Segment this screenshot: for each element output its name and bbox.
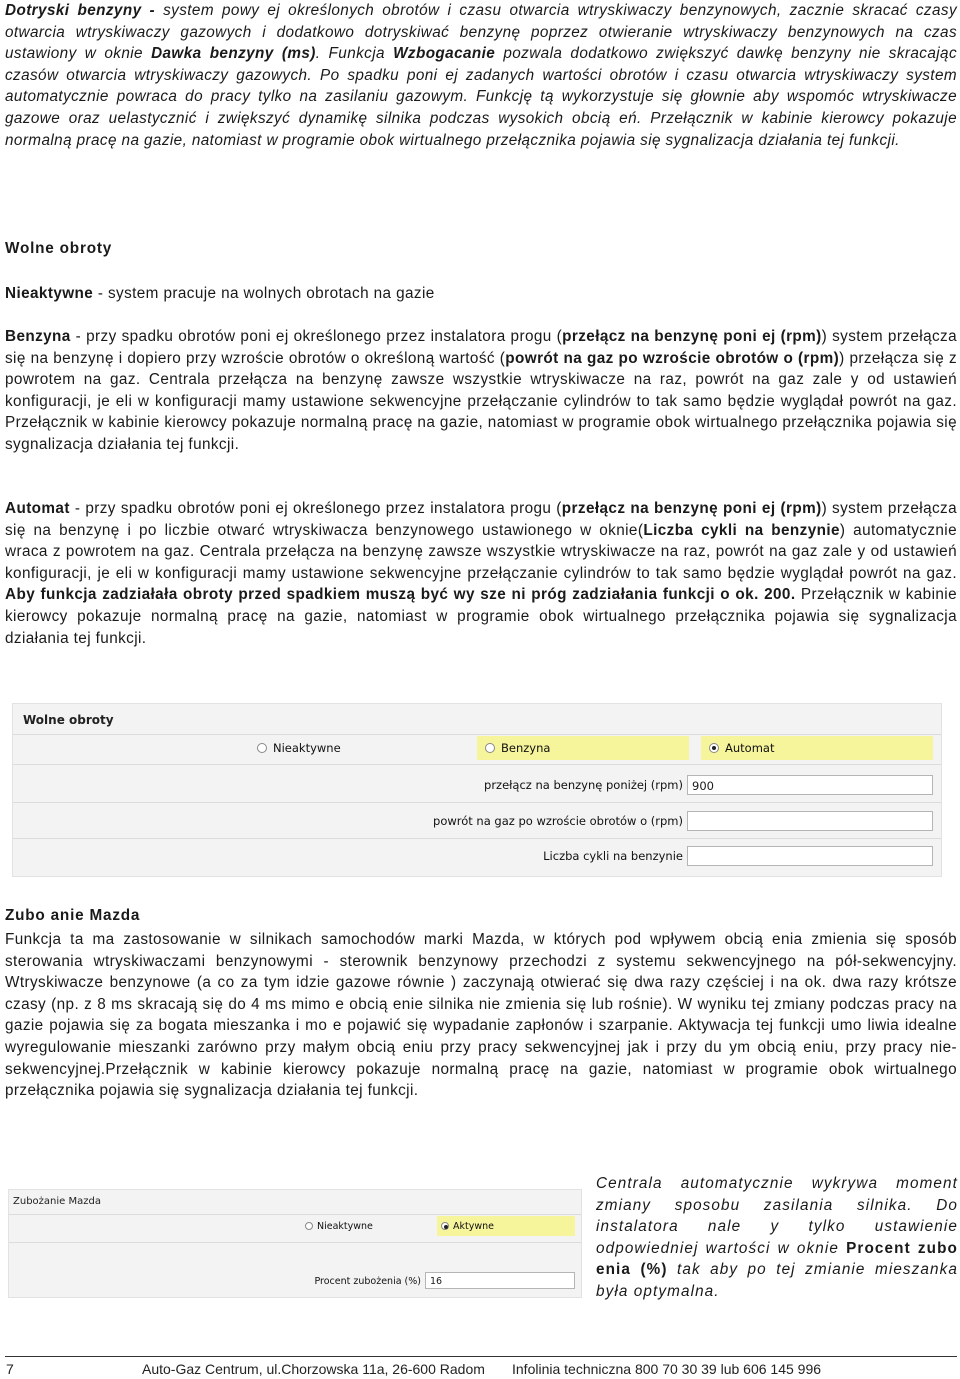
option-automat[interactable] [701,736,933,760]
radio-icon [305,1222,313,1230]
radio-icon [485,743,495,753]
panel-title: Zubożanie Mazda [13,1196,101,1207]
benzyna-text-3: ) przełącza się z powrotem na gaz. Centrala przełącza na benzynę zawsze wszystkie wtryskiwacze na raz, powrót na gaz zale y od ustawień konfiguracji, je eli w konfiguracji mamy ustawione sekwencyjne przełączanie cylindrów to tak samo będzie wyglądał powrót na gaz. Przełącznik w kabinie kierowcy pokazuje normalną pracę na gazie, natomiast w programie obok wirtualnego przełącznika pojawia się sygnalizacja działania tej funkcji. [5,349,957,453]
lean-percent-input[interactable]: 16 [425,1272,575,1289]
automat-label: Automat [5,500,70,517]
benzyna-text-1: - przy spadku obrotów poni ej określonego przez instalatora progu ( [70,328,563,345]
mazda-paragraph: Funkcja ta ma zastosowanie w silnikach samochodów marki Mazda, w których pod wpływem obcią enia zmienia się sposób sterowania wtryskiwaczami benzynowymi - sterownik benzynowy przechodzi z systemu sekwencyjnego na pół-sekwencyjny. Wtryskiwacze benzynowe (a co za tym idzie gazowe równie ) zaczynają otwierać się dwa razy częściej i na ok. dwa razy krótsze czasy (np. z 8 ms skracają się do 4 ms mimo e obcią enie silnika nie zmienia się lub rośnie). W wyniku tej zmiany podczas pracy na gazie pojawia się za bogata mieszanka i mo e pojawić się wypadanie zapłonów i szarpanie. Aktywacja tej funkcji umo liwia idealne wyregulowanie mieszanki zarówno przy małym obcią eniu przy pracy sekwencyjnej jak i przy du ym obcią eniu, przy pracy nie-sekwencyjnej.Przełącznik w kabinie kierowcy pokazuje normalną pracę na gazie, natomiast w programie obok wirtualnego przełącznika pojawia się sygnalizacja działania tej funkcji. [5,931,957,1100]
nieaktywne-paragraph [5,283,957,305]
return-to-gas-input[interactable] [687,811,933,831]
footer-hotline: Infolinia techniczna 800 70 30 39 lub 606 145 996 [512,1361,822,1377]
footer-divider [5,1356,957,1357]
petrol-cycles-input[interactable] [687,846,933,866]
side-note-text-2: tak aby po tej zmianie mieszanka była optymalna. [596,1261,958,1300]
dawka-benzyny-term: Dawka benzyny (ms) [151,45,316,63]
divider [13,734,941,735]
wolne-obroty-panel [12,703,942,877]
side-note-text-1: Centrala automatycznie wykrywa moment zmiany sposobu zasilania silnika. Do instalatora nale y tylko ustawienie odpowiedniej wartości w oknie [596,1175,958,1257]
benzyna-bold-1: przełącz na benzynę poni ej (rpm) [562,328,822,345]
intro-lead: Dotryski benzyny - [5,2,156,19]
nieaktywne-text: - system pracuje na wolnych obrotach na gazie [93,285,435,302]
radio-selected-icon [441,1222,449,1230]
automat-paragraph [5,498,957,649]
automat-bold-3: Aby funkcja zadziałała obroty przed spadkiem muszą być wy sze ni próg zadziałania funkcji o ok. 200. [5,586,796,604]
radio-icon [257,743,267,753]
automat-text-1: - przy spadku obrotów poni ej określonego przez instalatora progu ( [69,500,562,517]
option-label: Nieaktywne [317,1220,373,1232]
option-label: Nieaktywne [273,741,341,755]
option-benzyna[interactable] [477,736,689,760]
divider [13,838,941,839]
divider [9,1214,581,1215]
field-label-lean-percent: Procent zubożenia (%) [314,1276,421,1287]
divider [13,802,941,803]
intro-text-3: pozwala dodatkowo zwiększyć dawkę benzyny nie skracając czasów otwarcia wtryskiwaczy gazowych. [5,45,958,84]
footer-company: Auto-Gaz Centrum, ul.Chorzowska 11a, 26-600 Radom [142,1361,485,1377]
option-aktywne[interactable] [437,1216,575,1236]
panel-title: Wolne obroty [23,713,114,727]
switch-to-petrol-input[interactable]: 900 [687,775,933,795]
intro-text-2: . Funkcja [315,45,394,63]
benzyna-label: Benzyna [5,328,71,345]
automat-text-3: ) automatycznie wraca z powrotem na gaz. Centrala przełącza na benzynę zawsze wszystkie wtryskiwacze na raz, powrót na gaz zale y od ustawień konfiguracji, je eli w konfiguracji mamy ustawione sekwencyjne przełączanie cylindrów to tak samo będzie wyglądał powrót na gaz. [5,521,957,582]
field-label-switch-to-petrol: przełącz na benzynę poniżej (rpm) [484,778,683,792]
option-label: Aktywne [453,1220,494,1232]
automat-text-4: Przełącznik w kabinie kierowcy pokazuje normalną pracę na gazie, natomiast w programie obok wirtualnego przełącznika pojawia się sygnalizacja działania tej funkcji. [5,586,957,647]
option-label: Benzyna [501,741,551,755]
automat-text-2: ) system przełącza się na benzynę i po liczbie otwarć wtryskiwacza benzynowego ustawionego w oknie( [5,500,957,539]
side-note [596,1173,958,1303]
intro-text-1: system powy ej określonych obrotów i czasu otwarcia wtryskiwaczy benzynowych, zacznie skracać czasy otwarcia wtryskiwaczy gazowych i dodatkowo dotryskiwać benzynę poprzez otwieranie wtryskiwaczy benzynowych na czas ustawiony w oknie [5,2,957,63]
automat-bold-2: Liczba cykli na benzynie [643,521,840,539]
option-label: Automat [725,741,775,755]
intro-text-4: Po spadku poni ej zadanych wartości obrotów i czasu otwarcia wtryskiwaczy system automatycznie powraca do pracy tylko na zasilaniu gazowym. Funkcję tą wykorzystuje się głownie aby wspomóc wtryskiwacze gazowe oraz uelastycznić i zwiększyć dynamikę silnika podczas wysokich obcią eń. Przełącznik w kabinie kierowcy pokazuje normalną pracę na gazie, natomiast w programie obok wirtualnego przełącznika pojawia się sygnalizacja działania tej funkcji. [5,66,957,149]
field-label-return-to-gas: powrót na gaz po wzroście obrotów o (rpm) [433,814,683,828]
option-nieaktywne[interactable] [249,736,449,760]
procent-zubozenia-term: Procent zubo enia (%) [596,1239,958,1279]
page-number: 7 [6,1361,14,1377]
nieaktywne-label: Nieaktywne [5,285,94,302]
divider [13,764,941,765]
option-nieaktywne[interactable] [301,1216,431,1236]
mazda-heading: Zubo anie Mazda [5,907,141,924]
divider [9,1242,581,1243]
radio-selected-icon [709,743,719,753]
automat-bold-1: przełącz na benzynę poni ej (rpm) [561,500,822,517]
benzyna-text-2: ) system przełącza się na benzynę i dopiero przy wzroście obrotów o określoną wartość ( [5,328,957,367]
mazda-panel [8,1189,582,1298]
wolne-obroty-heading: Wolne obroty [5,240,113,257]
benzyna-bold-2: powrót na gaz po wzroście obrotów o (rpm) [505,349,840,367]
benzyna-paragraph [5,326,957,456]
intro-paragraph [5,0,957,151]
wzbogacanie-term: Wzbogacanie [393,45,496,63]
field-label-petrol-cycles: Liczba cykli na benzynie [543,849,683,863]
